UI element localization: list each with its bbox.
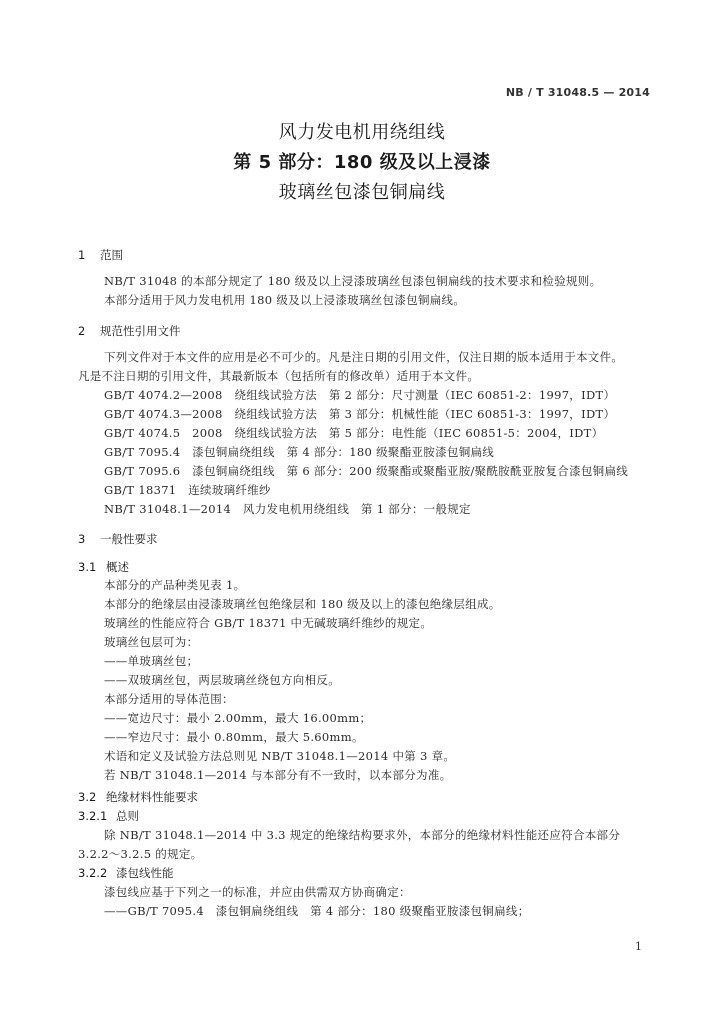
subsection-number: 3.2.2 xyxy=(78,866,108,880)
paragraph: 术语和定义及试验方法总则见 NB/T 31048.1—2014 中第 3 章。 xyxy=(104,749,456,763)
section-title: 规范性引用文件 xyxy=(100,324,181,338)
reference-item: GB/T 7095.4 漆包铜扁绕组线 第 4 部分：180 级聚酯亚胺漆包铜扁线 xyxy=(104,445,495,459)
list-item: ——宽边尺寸：最小 2.00mm，最大 16.00mm； xyxy=(104,711,372,725)
paragraph: 若 NB/T 31048.1—2014 与本部分有不一致时，以本部分为准。 xyxy=(104,768,452,782)
subsection-3-2-2-heading xyxy=(78,866,174,880)
subsection-number: 3.1 xyxy=(78,560,97,574)
paragraph: 下列文件对于本文件的应用是必不可少的。凡是注日期的引用文件，仅注日期的版本适用于本文件。 xyxy=(104,350,624,364)
list-item: ——GB/T 7095.4 漆包铜扁绕组线 第 4 部分：180 级聚酯亚胺漆包铜扁线； xyxy=(104,904,530,918)
paragraph: 玻璃丝的性能应符合 GB/T 18371 中无碱玻璃纤维纱的规定。 xyxy=(104,616,433,630)
paragraph: 漆包线应基于下列之一的标准，并应由供需双方协商确定： xyxy=(104,885,411,899)
paragraph: 3.2.2～3.2.5 的规定。 xyxy=(78,847,203,861)
list-item: ——双玻璃丝包，两层玻璃丝绕包方向相反。 xyxy=(104,673,340,687)
paragraph: 本部分的绝缘层由浸漆玻璃丝包绝缘层和 180 级及以上的漆包绝缘层组成。 xyxy=(104,597,501,611)
section-number: 2 xyxy=(78,324,86,338)
document-title-line-2: 第 5 部分：180 级及以上浸漆 xyxy=(233,152,491,173)
section-number: 1 xyxy=(78,248,86,262)
reference-item: GB/T 4074.2—2008 绕组线试验方法 第 2 部分：尺寸测量（IEC 60851-2：1997，IDT） xyxy=(104,388,616,402)
paragraph: 除 NB/T 31048.1—2014 中 3.3 规定的绝缘结构要求外，本部分的绝缘材料性能还应符合本部分 xyxy=(104,828,621,842)
section-number: 3 xyxy=(78,532,86,546)
document-title-line-3: 玻璃丝包漆包铜扁线 xyxy=(278,182,446,203)
paragraph: 本部分的产品种类见表 1。 xyxy=(104,578,246,592)
section-1-heading xyxy=(78,248,123,262)
subsection-title: 概述 xyxy=(106,560,129,574)
subsection-number: 3.2.1 xyxy=(78,809,108,823)
subsection-3-1-heading xyxy=(78,560,129,574)
subsection-title: 总则 xyxy=(116,809,139,823)
standard-code: NB / T 31048.5 — 2014 xyxy=(505,86,650,99)
reference-item: NB/T 31048.1—2014 风力发电机用绕组线 第 1 部分：一般规定 xyxy=(104,502,471,516)
page-number: 1 xyxy=(635,940,642,953)
subsection-3-2-heading xyxy=(78,790,198,804)
reference-item: GB/T 7095.6 漆包铜扁绕组线 第 6 部分：200 级聚酯或聚酯亚胺/聚酰胺酰亚胺复合漆包铜扁线 xyxy=(104,464,629,478)
paragraph: NB/T 31048 的本部分规定了 180 级及以上浸漆玻璃丝包漆包铜扁线的技术要求和检验规则。 xyxy=(104,274,602,288)
paragraph: 凡是不注日期的引用文件，其最新版本（包括所有的修改单）适用于本文件。 xyxy=(78,369,480,383)
subsection-title: 漆包线性能 xyxy=(116,866,174,880)
section-title: 一般性要求 xyxy=(100,532,158,546)
paragraph: 玻璃丝包层可为： xyxy=(104,635,199,649)
reference-item: GB/T 18371 连续玻璃纤维纱 xyxy=(104,483,271,497)
reference-item: GB/T 4074.5 2008 绕组线试验方法 第 5 部分：电性能（IEC 60851-5：2004，IDT） xyxy=(104,426,604,440)
section-2-heading xyxy=(78,324,181,338)
document-title-line-1: 风力发电机用绕组线 xyxy=(278,122,446,143)
paragraph: 本部分适用于风力发电机用 180 级及以上浸漆玻璃丝包漆包铜扁线。 xyxy=(104,293,466,307)
reference-item: GB/T 4074.3—2008 绕组线试验方法 第 3 部分：机械性能（IEC 60851-3：1997，IDT） xyxy=(104,407,616,421)
list-item: ——单玻璃丝包； xyxy=(104,654,199,668)
subsection-title: 绝缘材料性能要求 xyxy=(106,790,198,804)
section-3-heading xyxy=(78,532,158,546)
paragraph: 本部分适用的导体范围： xyxy=(104,692,234,706)
list-item: ——窄边尺寸：最小 0.80mm，最大 5.60mm。 xyxy=(104,730,364,744)
subsection-number: 3.2 xyxy=(78,790,97,804)
subsection-3-2-1-heading xyxy=(78,809,139,823)
section-title: 范围 xyxy=(100,248,123,262)
